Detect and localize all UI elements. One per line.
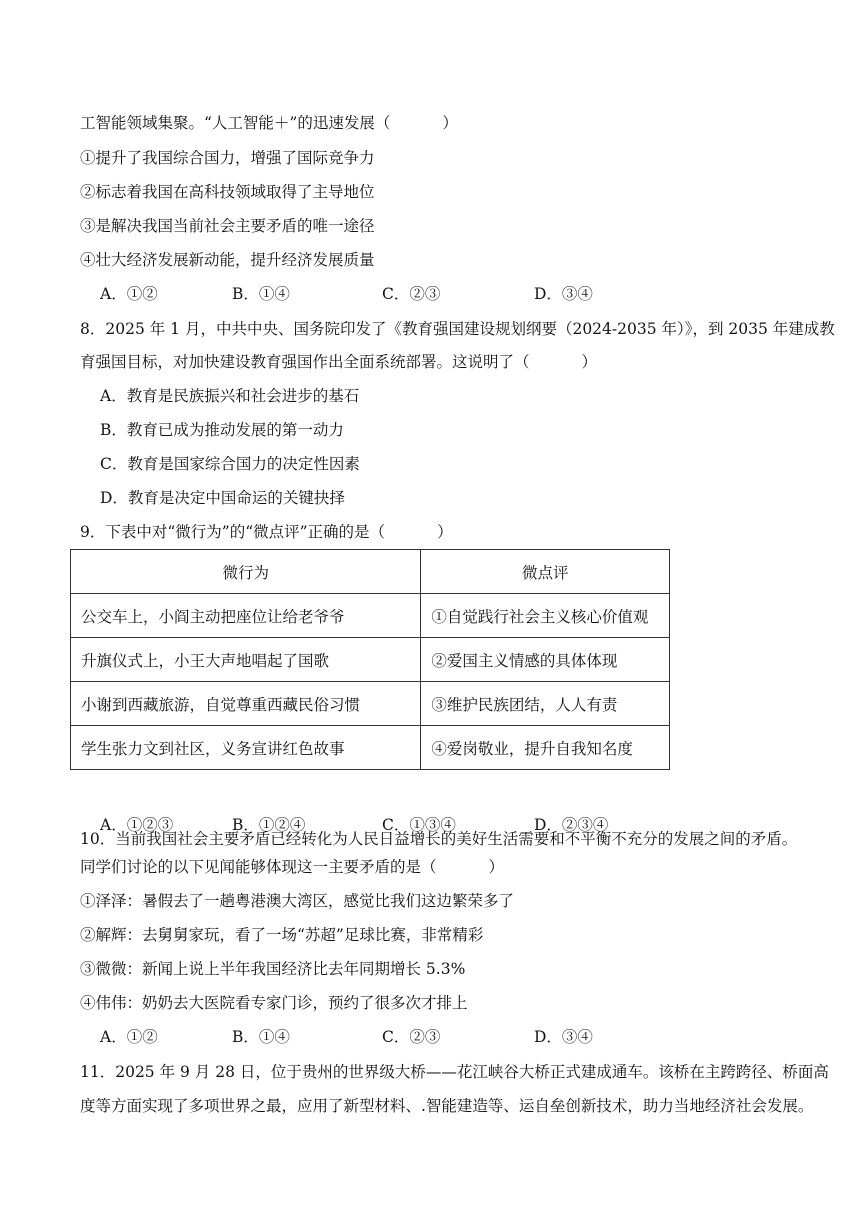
q7-choice-d[interactable]: D．③④ <box>534 285 593 303</box>
table-row <box>71 726 670 770</box>
q8-stem-line2 <box>80 352 597 372</box>
table-row <box>71 638 670 682</box>
q10-statement-4: ④伟伟：奶奶去大医院看专家门诊，预约了很多次才排上 <box>80 994 468 1012</box>
q7-statement-3: ③是解决我国当前社会主要矛盾的唯一途径 <box>80 217 375 235</box>
q7-choices <box>100 284 800 304</box>
q9-choice-b[interactable]: B．①②④ <box>232 816 306 834</box>
q7-statement-4: ④壮大经济发展新动能，提升经济发展质量 <box>80 251 375 269</box>
q10-choice-c[interactable]: C．②③ <box>382 1028 441 1046</box>
q8-stem-line1: 8．2025 年 1 月，中共中央、国务院印发了《教育强国建设规划纲要（2024-2035 年）》，到 2035 年建成教 <box>80 320 835 338</box>
q8-option-d[interactable]: D．教育是决定中国命运的关键抉择 <box>100 489 345 507</box>
table-header-behavior: 微行为 <box>71 550 421 594</box>
q10-choice-b[interactable]: B．①④ <box>232 1028 290 1046</box>
q7-choice-c[interactable]: C．②③ <box>382 285 441 303</box>
q7-stem-text: 工智能领域集聚。“人工智能＋”的迅速发展（ <box>80 114 391 132</box>
q8-option-b[interactable]: B．教育已成为推动发展的第一动力 <box>100 421 344 439</box>
q7-statement-1: ①提升了我国综合国力，增强了国际竞争力 <box>80 149 375 167</box>
q10-choice-d[interactable]: D．③④ <box>534 1028 593 1046</box>
q9-paren-close: ） <box>437 523 453 541</box>
table-cell-comment: ④爱岗敬业，提升自我知名度 <box>421 726 670 770</box>
q11-stem-line1: 11．2025 年 9 月 28 日，位于贵州的世界级大桥——花江峡谷大桥正式建成通车。该桥在主跨跨径、桥面高 <box>80 1063 829 1081</box>
table-cell-behavior: 公交车上，小阎主动把座位让给老爷爷 <box>71 594 421 638</box>
q7-choice-a[interactable]: A．①② <box>100 285 158 303</box>
q7-paren-close: ） <box>442 114 458 132</box>
table-row <box>71 594 670 638</box>
q10-stem-line2 <box>80 857 504 877</box>
q9-stem <box>80 522 453 542</box>
q9-choice-a[interactable]: A．①②③ <box>100 816 174 834</box>
q8-option-c[interactable]: C．教育是国家综合国力的决定性因素 <box>100 455 360 473</box>
table-header-comment: 微点评 <box>421 550 670 594</box>
q10-choices <box>100 1027 800 1047</box>
q9-stem-text: 9．下表中对“微行为”的“微点评”正确的是（ <box>80 523 386 541</box>
q10-stem-text: 同学们讨论的以下见闻能够体现这一主要矛盾的是（ <box>80 858 437 876</box>
q10-stem-line1: 10．当前我国社会主要矛盾已经转化为人民日益增长的美好生活需要和不平衡不充分的发展之间的矛盾。 <box>80 830 798 848</box>
q10-paren-close: ） <box>488 858 505 876</box>
table-cell-behavior: 小谢到西藏旅游，自觉尊重西藏民俗习惯 <box>71 682 421 726</box>
table-cell-comment: ③维护民族团结，人人有责 <box>421 682 670 726</box>
table-cell-comment: ①自觉践行社会主义核心价值观 <box>421 594 670 638</box>
q8-option-a[interactable]: A．教育是民族振兴和社会进步的基石 <box>100 387 360 405</box>
q9-choice-c[interactable]: C．①③④ <box>382 816 456 834</box>
q9-choice-d[interactable]: D．②③④ <box>534 816 609 834</box>
q10-statement-2: ②解辉：去舅舅家玩，看了一场“苏超”足球比赛，非常精彩 <box>80 926 484 944</box>
q7-statement-2: ②标志着我国在高科技领域取得了主导地位 <box>80 183 375 201</box>
q10-statement-1: ①泽泽：暑假去了一趟粤港澳大湾区，感觉比我们这边繁荣多了 <box>80 892 515 910</box>
q7-choice-b[interactable]: B．①④ <box>232 285 290 303</box>
q8-stem-text: 育强国目标，对加快建设教育强国作出全面系统部署。这说明了（ <box>80 353 530 371</box>
table-cell-comment: ②爱国主义情感的具体体现 <box>421 638 670 682</box>
q10-statement-3: ③微微：新闻上说上半年我国经济比去年同期增长 5.3% <box>80 960 466 978</box>
table-cell-behavior: 学生张力文到社区，义务宣讲红色故事 <box>71 726 421 770</box>
table-header-row <box>71 550 670 594</box>
table-cell-behavior: 升旗仪式上，小王大声地唱起了国歌 <box>71 638 421 682</box>
q11-stem-line2: 度等方面实现了多项世界之最，应用了新型材料、.智能建造等、运自垒创新技术，助力当地经济社会发展。 <box>80 1097 814 1115</box>
q7-stem <box>80 113 458 133</box>
behavior-comment-table <box>70 549 670 770</box>
q8-paren-close: ） <box>581 353 598 371</box>
table-row <box>71 682 670 726</box>
q10-choice-a[interactable]: A．①② <box>100 1028 158 1046</box>
